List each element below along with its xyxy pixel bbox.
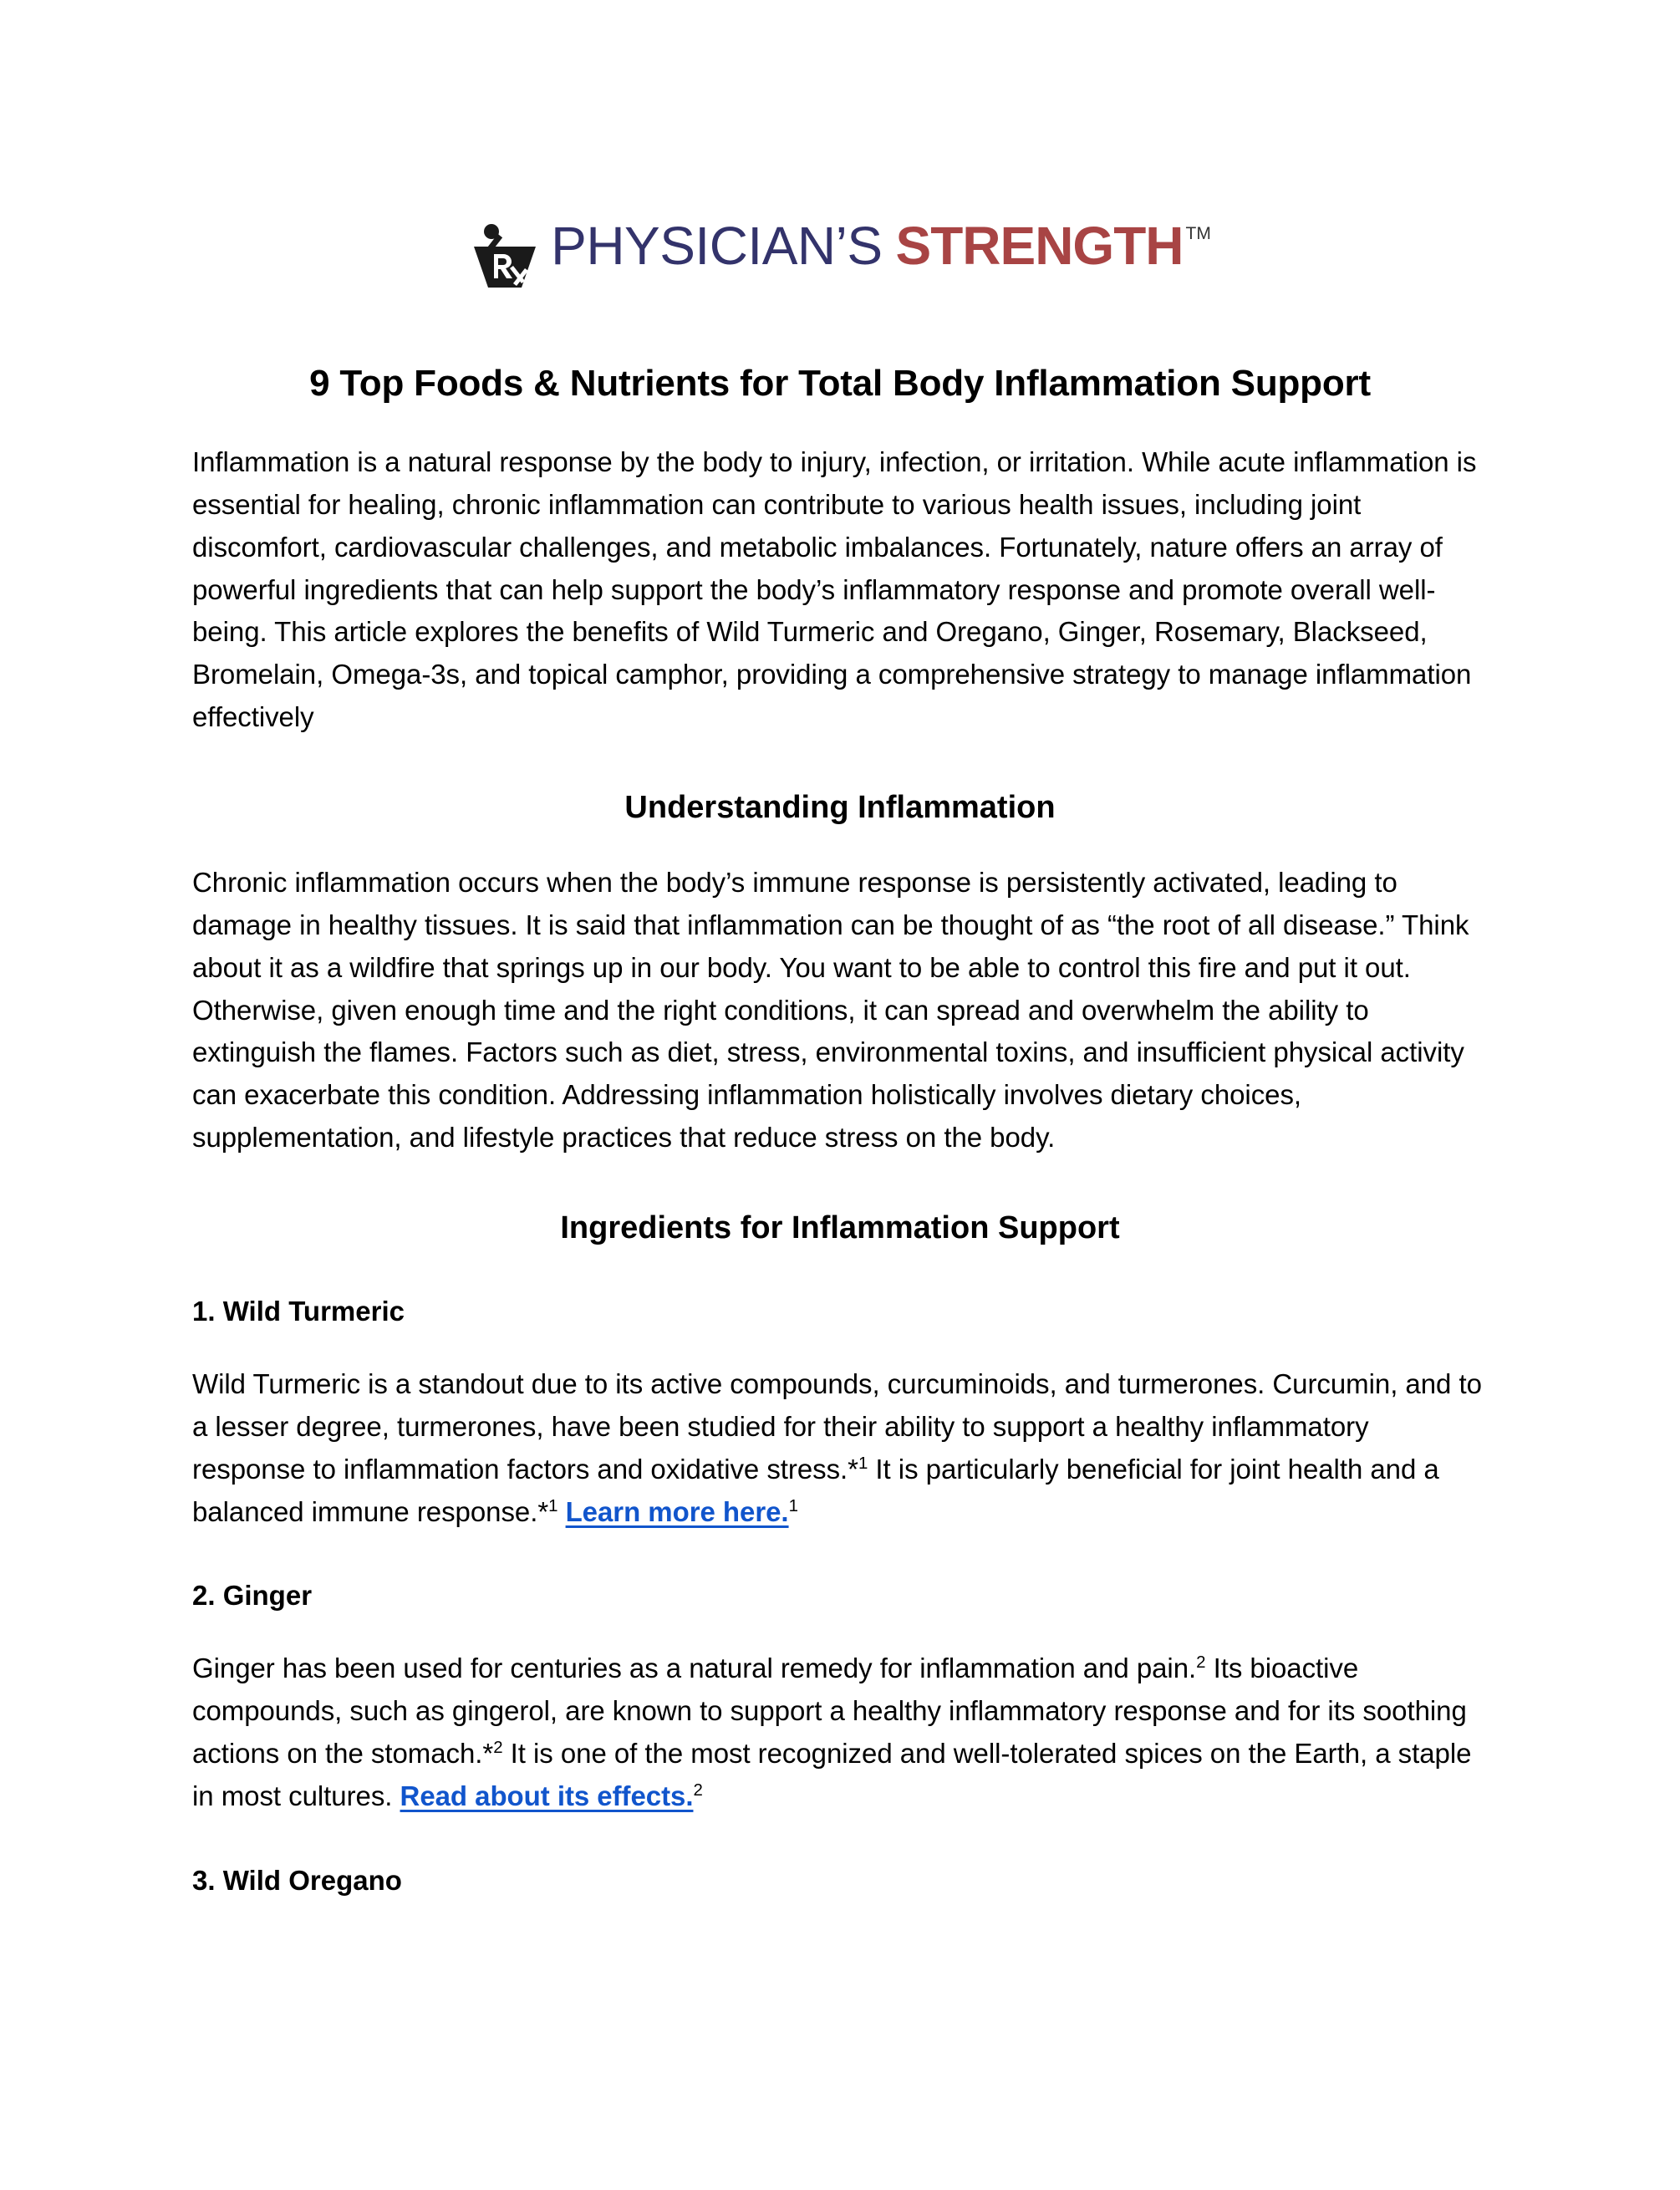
- understanding-inflammation-paragraph: Chronic inflammation occurs when the body’s immune response is persistently activated, leading to damage in healthy tissues. It is said that inflammation can be thought of as “the root of all disease.” Think about it as a wildfire that springs up in our body. You want to be able to control this fire and put it out. Otherwise, given enough time and the right conditions, it can spread and overwhelm the ability to extinguish the flames. Factors such as diet, stress, environmental toxins, and insufficient physical activity can exacerbate this condition. Addressing inflammation holistically involves dietary choices, supplementation, and lifestyle practices that reduce stress on the body.: [192, 867, 1469, 1154]
- wild-turmeric-footnote-marker-2: 1: [548, 1495, 558, 1515]
- trademark-symbol: TM: [1185, 224, 1211, 243]
- logo-lockup: [469, 216, 1211, 291]
- wild-turmeric-paragraph: [192, 1363, 1488, 1533]
- ginger-text-part2: Its bioactive compounds, such as gingerol, are known to support a healthy inflammatory response and for its soothing actions on the stomach.*: [192, 1653, 1467, 1769]
- heading-wild-oregano: 3. Wild Oregano: [192, 1864, 402, 1896]
- ginger-link-footnote-marker: 2: [693, 1780, 703, 1800]
- learn-more-here-link[interactable]: Learn more here.: [565, 1495, 789, 1527]
- wild-turmeric-link-footnote-marker: 1: [788, 1495, 798, 1515]
- wild-turmeric-text-part1: Wild Turmeric is a standout due to its active compounds, curcuminoids, and turmerones. Curcumin, and to a lesser degree, turmerones, have been studied for their ability to support a healthy inflammatory response to inflammation factors and oxidative stress.*: [192, 1368, 1482, 1485]
- ginger-footnote-marker-2: 2: [493, 1737, 503, 1757]
- heading-ginger: 2. Ginger: [192, 1580, 313, 1612]
- wild-turmeric-text-part2: It is particularly beneficial for joint health and a balanced immune response.*: [192, 1453, 1439, 1527]
- wild-turmeric-footnote-marker-1: 1: [858, 1453, 868, 1473]
- page-title: 9 Top Foods & Nutrients for Total Body Inflammation Support: [309, 363, 1371, 404]
- mortar-and-pestle-rx-icon: [469, 224, 541, 291]
- intro-paragraph: Inflammation is a natural response by the body to injury, infection, or irritation. While acute inflammation is essential for healing, chronic inflammation can contribute to various health issues, including joint discomfort, cardiovascular challenges, and metabolic imbalances. Fortunately, nature offers an array of powerful ingredients that can help support the body’s inflammatory response and promote overall well-being. This article explores the benefits of Wild Turmeric and Oregano, Ginger, Rosemary, Blackseed, Bromelain, Omega-3s, and topical camphor, providing a comprehensive strategy to manage inflammation effectively: [192, 446, 1477, 732]
- ginger-footnote-marker-1: 2: [1196, 1653, 1206, 1673]
- brand-logo: [192, 0, 1488, 291]
- logo-word-strength: STRENGTH: [895, 216, 1184, 276]
- logo-word-physicians: PHYSICIAN’S: [551, 216, 883, 276]
- heading-wild-turmeric: 1. Wild Turmeric: [192, 1296, 405, 1327]
- heading-ingredients-for-inflammation-support: Ingredients for Inflammation Support: [560, 1210, 1120, 1245]
- read-about-its-effects-link[interactable]: Read about its effects.: [400, 1780, 694, 1811]
- ginger-paragraph: [192, 1648, 1488, 1817]
- ginger-text-part3: It is one of the most recognized and well-tolerated spices on the Earth, a staple in most cultures.: [192, 1737, 1472, 1811]
- ginger-text-part1: Ginger has been used for centuries as a natural remedy for inflammation and pain.: [192, 1653, 1197, 1684]
- wild-turmeric-link-space: [557, 1496, 565, 1527]
- heading-understanding-inflammation: Understanding Inflammation: [624, 789, 1056, 825]
